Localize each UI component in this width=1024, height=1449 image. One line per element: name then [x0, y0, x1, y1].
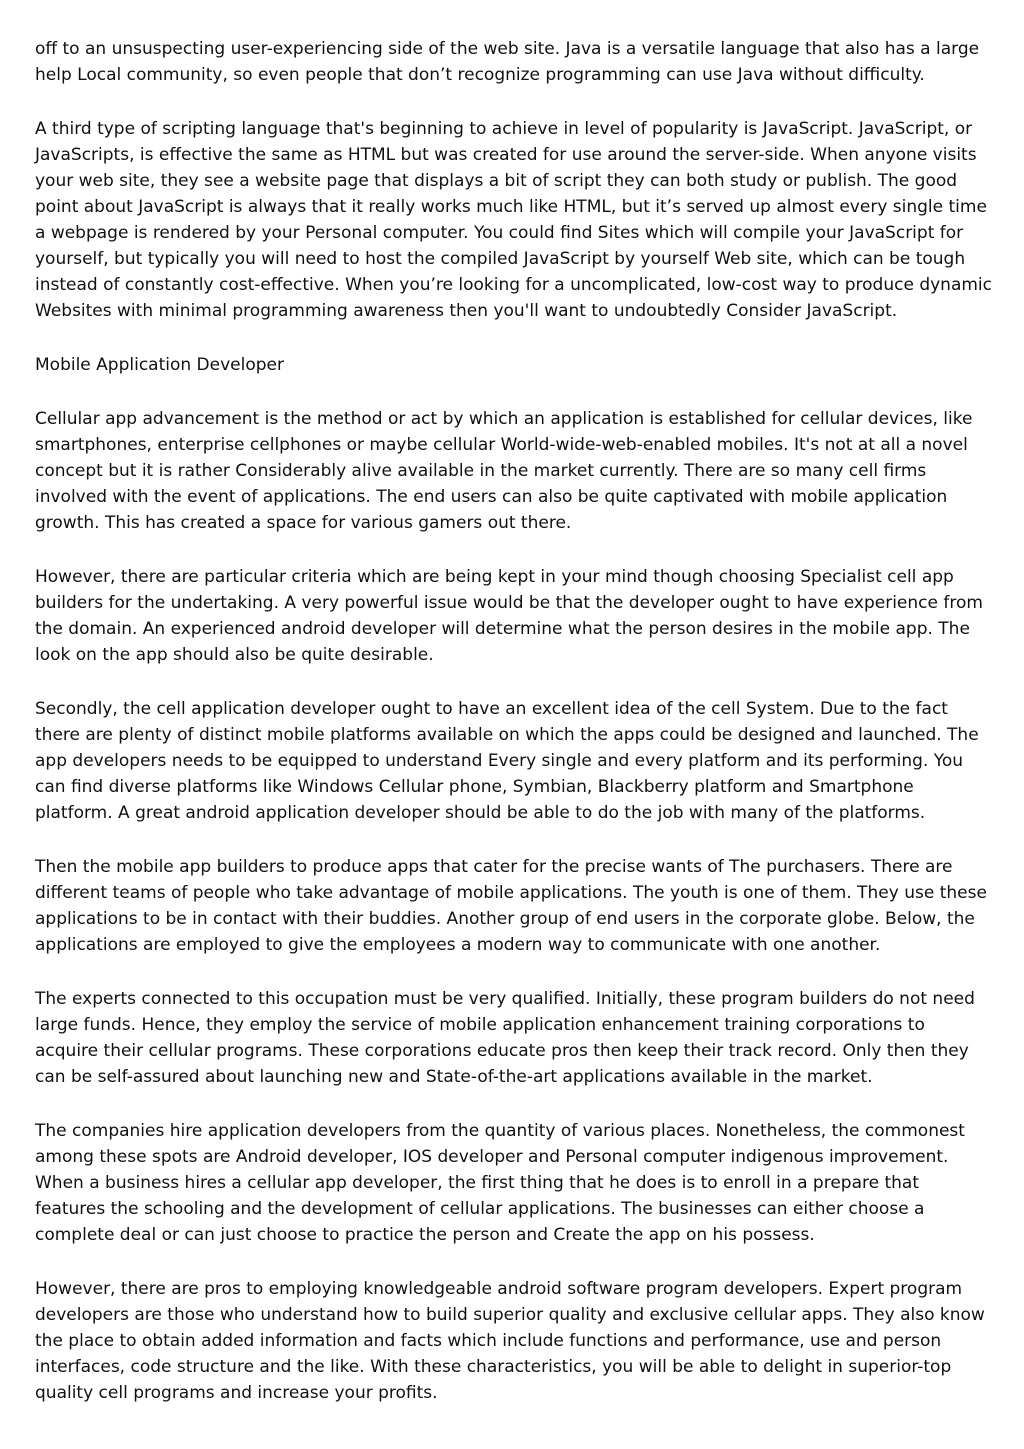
section-heading: Mobile Application Developer: [35, 355, 284, 375]
paragraph-javascript: A third type of scripting language that's beginning to achieve in level of popularity is JavaScript. JavaScript, or JavaScripts, is effective the same as HTML but was created for use around the server-side. When anyone visits your web site, they see a website page that displays a bit of script they can both study or publish. The good point about JavaScript is always that it really works much like HTML, but it’s served up almost every single time a webpage is rendered by your Personal computer. You could find Sites which will compile your JavaScript for yourself, but typically you will need to host the compiled JavaScript by yourself Web site, which can be tough instead of constantly cost-effective. When you’re looking for a uncomplicated, low-cost way to produce dynamic Websites with minimal programming awareness then you'll want to undoubtedly Consider JavaScript.: [35, 119, 992, 321]
paragraph-java-intro: off to an unsuspecting user-experiencing side of the web site. Java is a versatile language that also has a large help Local community, so even people that don’t recognize programming can use Java without difficulty.: [35, 39, 980, 85]
paragraph-cellular-app: Cellular app advancement is the method or act by which an application is established for cellular devices, like smartphones, enterprise cellphones or maybe cellular World-wide-web-enabled mobiles. It's not at all a novel concept but it is rather Considerably alive available in the market currently. There are so many cell firms involved with the event of applications. The end users can also be quite captivated with mobile application growth. This has created a space for various gamers out there.: [35, 409, 973, 533]
paragraph-user-groups: Then the mobile app builders to produce apps that cater for the precise wants of The purchasers. There are different teams of people who take advantage of mobile applications. The youth is one of them. They use these applications to be in contact with their buddies. Another group of end users in the corporate globe. Below, the applications are employed to give the employees a modern way to communicate with one another.: [35, 857, 987, 955]
paragraph-platforms: Secondly, the cell application developer ought to have an excellent idea of the cell System. Due to the fact there are plenty of distinct mobile platforms available on which the apps could be designed and launched. The app developers needs to be equipped to understand Every single and every platform and its performing. You can find diverse platforms like Windows Cellular phone, Symbian, Blackberry platform and Smartphone platform. A great android application developer should be able to do the job with many of the platforms.: [35, 699, 979, 823]
paragraph-pros: However, there are pros to employing knowledgeable android software program developers. Expert program developers are those who understand how to build superior quality and exclusive cellular apps. They also know the place to obtain added information and facts which include functions and performance, use and person interfaces, code structure and the like. With these characteristics, you will be able to delight in superior-top quality cell programs and increase your profits.: [35, 1279, 985, 1403]
paragraph-criteria: However, there are particular criteria which are being kept in your mind though choosing Specialist cell app builders for the undertaking. A very powerful issue would be that the developer ought to have experience from the domain. An experienced android developer will determine what the person desires in the mobile app. The look on the app should also be quite desirable.: [35, 567, 983, 665]
document-body: [35, 36, 993, 1434]
paragraph-experts: The experts connected to this occupation must be very qualified. Initially, these program builders do not need large funds. Hence, they employ the service of mobile application enhancement training corporations to acquire their cellular programs. These corporations educate pros then keep their track record. Only then they can be self-assured about launching new and State-of-the-art applications available in the market.: [35, 989, 975, 1087]
paragraph-companies: The companies hire application developers from the quantity of various places. Nonetheless, the commonest among these spots are Android developer, IOS developer and Personal computer indigenous improvement. When a business hires a cellular app developer, the first thing that he does is to enroll in a prepare that features the schooling and the development of cellular applications. The businesses can either choose a complete deal or can just choose to practice the person and Create the app on his possess.: [35, 1121, 965, 1245]
